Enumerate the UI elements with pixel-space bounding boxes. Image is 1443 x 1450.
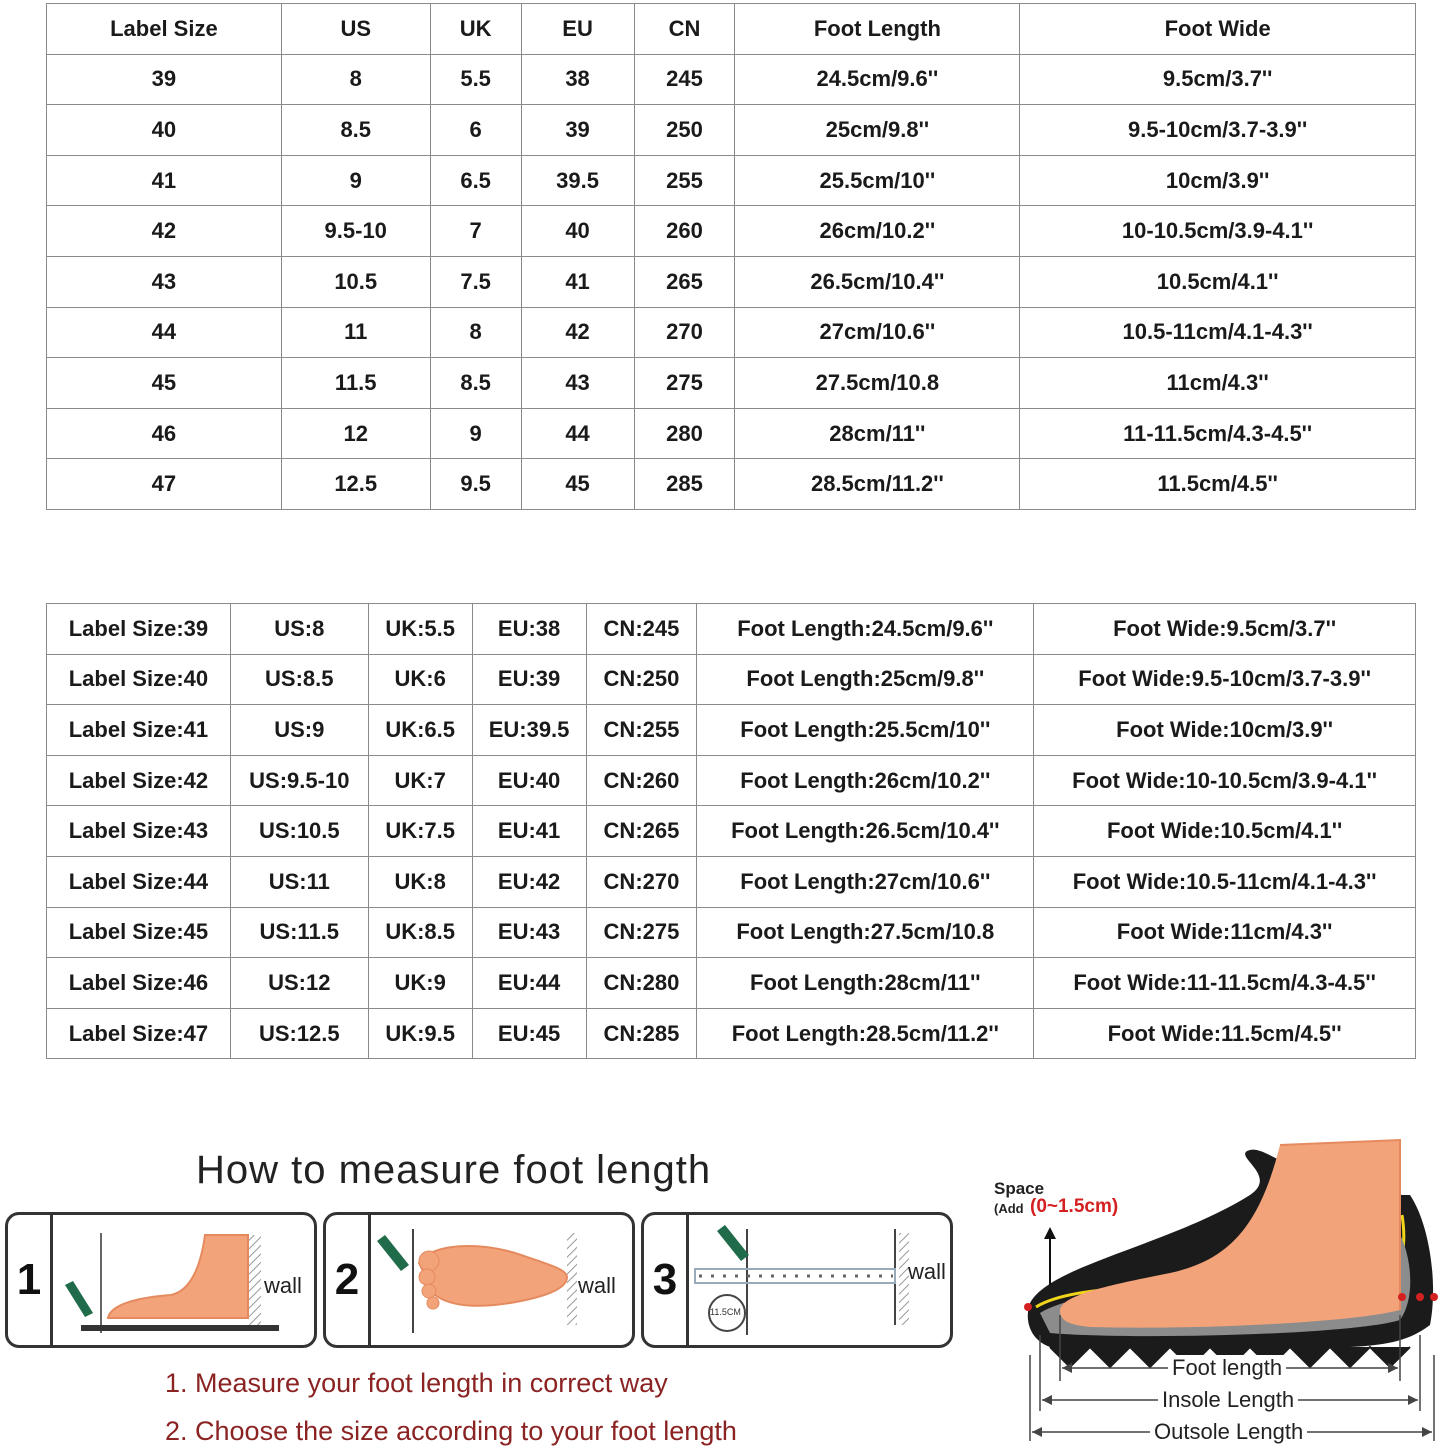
table-cell: Label Size:40 <box>47 654 231 705</box>
table-cell: Foot Wide:10cm/3.9'' <box>1034 705 1416 756</box>
table-cell: Foot Length:26.5cm/10.4'' <box>697 806 1034 857</box>
table-cell: 24.5cm/9.6'' <box>735 54 1020 105</box>
table-cell: 9.5-10cm/3.7-3.9'' <box>1020 105 1416 156</box>
table-row <box>47 705 1416 756</box>
table-cell: Label Size:42 <box>47 755 231 806</box>
table-cell: 270 <box>634 307 735 358</box>
table-cell: EU:40 <box>472 755 586 806</box>
table-cell: 10cm/3.9'' <box>1020 155 1416 206</box>
table-cell: 10.5cm/4.1'' <box>1020 256 1416 307</box>
table-cell: 8 <box>281 54 430 105</box>
table-cell: 7 <box>430 206 521 257</box>
table-cell: US:12.5 <box>230 1008 368 1059</box>
table-cell: US:9.5-10 <box>230 755 368 806</box>
ruler-measure-label: 11.5CM <box>710 1307 741 1317</box>
table-cell: Foot Length:28cm/11'' <box>697 958 1034 1009</box>
table-cell: 47 <box>47 459 282 510</box>
table-cell: US:10.5 <box>230 806 368 857</box>
table-cell: 8 <box>430 307 521 358</box>
step-number: 1 <box>8 1215 53 1345</box>
wall-label: wall <box>578 1273 616 1298</box>
table-row <box>47 408 1416 459</box>
table-cell: 43 <box>47 256 282 307</box>
table-cell: 45 <box>521 459 634 510</box>
table-cell: Foot Length:25.5cm/10'' <box>697 705 1034 756</box>
column-header: US <box>281 4 430 55</box>
table-cell: 10.5-11cm/4.1-4.3'' <box>1020 307 1416 358</box>
table-cell: 245 <box>634 54 735 105</box>
table-cell: Foot Wide:10.5-11cm/4.1-4.3'' <box>1034 856 1416 907</box>
foot-length-label: Foot length <box>1168 1355 1286 1381</box>
table-cell: 28.5cm/11.2'' <box>735 459 1020 510</box>
table-cell: CN:270 <box>586 856 697 907</box>
table-cell: 285 <box>634 459 735 510</box>
table-cell: Foot Wide:11.5cm/4.5'' <box>1034 1008 1416 1059</box>
table-cell: Foot Wide:9.5-10cm/3.7-3.9'' <box>1034 654 1416 705</box>
table-cell: CN:275 <box>586 907 697 958</box>
table-cell: 280 <box>634 408 735 459</box>
table-cell: Foot Wide:10-10.5cm/3.9-4.1'' <box>1034 755 1416 806</box>
table-cell: 10.5 <box>281 256 430 307</box>
table-row <box>47 856 1416 907</box>
table-cell: US:12 <box>230 958 368 1009</box>
table-cell: 38 <box>521 54 634 105</box>
step-number: 3 <box>644 1215 689 1345</box>
table-row <box>47 358 1416 409</box>
table-cell: 26cm/10.2'' <box>735 206 1020 257</box>
insole-length-label: Insole Length <box>1158 1387 1298 1413</box>
measure-step-2 <box>323 1212 635 1348</box>
table-cell: CN:285 <box>586 1008 697 1059</box>
table-row <box>47 755 1416 806</box>
size-chart-table-labeled <box>46 603 1416 1059</box>
table-cell: Foot Length:24.5cm/9.6'' <box>697 604 1034 655</box>
table-cell: 9.5 <box>430 459 521 510</box>
table-header-row <box>47 4 1416 55</box>
table-cell: Foot Length:27cm/10.6'' <box>697 856 1034 907</box>
table-cell: 42 <box>47 206 282 257</box>
table-cell: 39 <box>47 54 282 105</box>
table-cell: 40 <box>47 105 282 156</box>
table-cell: 45 <box>47 358 282 409</box>
column-header: CN <box>634 4 735 55</box>
size-chart-table <box>46 3 1416 510</box>
step-number: 2 <box>326 1215 371 1345</box>
column-header: EU <box>521 4 634 55</box>
table-row <box>47 54 1416 105</box>
table-row <box>47 256 1416 307</box>
table-cell: CN:245 <box>586 604 697 655</box>
table-cell: EU:44 <box>472 958 586 1009</box>
add-range-label: (0~1.5cm) <box>1030 1196 1119 1217</box>
table-cell: US:11.5 <box>230 907 368 958</box>
table-cell: 12 <box>281 408 430 459</box>
table-row <box>47 604 1416 655</box>
table-cell: 27.5cm/10.8 <box>735 358 1020 409</box>
table-cell: 25.5cm/10'' <box>735 155 1020 206</box>
table-row <box>47 654 1416 705</box>
table-cell: 9 <box>430 408 521 459</box>
table-row <box>47 155 1416 206</box>
table-cell: Label Size:39 <box>47 604 231 655</box>
table-cell: 6 <box>430 105 521 156</box>
table-cell: 11.5 <box>281 358 430 409</box>
table-cell: CN:255 <box>586 705 697 756</box>
table-cell: Foot Length:25cm/9.8'' <box>697 654 1034 705</box>
measure-title: How to measure foot length <box>196 1148 712 1192</box>
table-cell: 250 <box>634 105 735 156</box>
table-cell: Foot Length:26cm/10.2'' <box>697 755 1034 806</box>
table-row <box>47 806 1416 857</box>
table-cell: 11cm/4.3'' <box>1020 358 1416 409</box>
table-row <box>47 105 1416 156</box>
table-cell: 11.5cm/4.5'' <box>1020 459 1416 510</box>
table-cell: 44 <box>47 307 282 358</box>
table-cell: 39.5 <box>521 155 634 206</box>
measure-step-1 <box>5 1212 317 1348</box>
table-cell: Foot Length:27.5cm/10.8 <box>697 907 1034 958</box>
table-cell: EU:39.5 <box>472 705 586 756</box>
table-cell: 25cm/9.8'' <box>735 105 1020 156</box>
table-cell: US:9 <box>230 705 368 756</box>
table-cell: 6.5 <box>430 155 521 206</box>
table-cell: 11 <box>281 307 430 358</box>
table-cell: 5.5 <box>430 54 521 105</box>
column-header: Foot Wide <box>1020 4 1416 55</box>
add-label: (Add <box>994 1201 1024 1216</box>
table-cell: 9.5-10 <box>281 206 430 257</box>
shoe-length-diagram <box>990 1135 1440 1447</box>
table-row <box>47 1008 1416 1059</box>
table-cell: CN:260 <box>586 755 697 806</box>
table-cell: 9 <box>281 155 430 206</box>
table-cell: Foot Wide:9.5cm/3.7'' <box>1034 604 1416 655</box>
table-cell: 39 <box>521 105 634 156</box>
table-cell: CN:250 <box>586 654 697 705</box>
space-label: Space <box>994 1179 1045 1198</box>
table-cell: UK:5.5 <box>368 604 472 655</box>
table-row <box>47 459 1416 510</box>
table-cell: Label Size:41 <box>47 705 231 756</box>
instruction-1: 1. Measure your foot length in correct way <box>165 1368 668 1398</box>
table-cell: Label Size:45 <box>47 907 231 958</box>
table-cell: Label Size:46 <box>47 958 231 1009</box>
table-cell: 44 <box>521 408 634 459</box>
column-header: Label Size <box>47 4 282 55</box>
table-cell: 260 <box>634 206 735 257</box>
table-cell: CN:280 <box>586 958 697 1009</box>
table-cell: 10-10.5cm/3.9-4.1'' <box>1020 206 1416 257</box>
table-cell: 46 <box>47 408 282 459</box>
table-cell: EU:43 <box>472 907 586 958</box>
table-cell: EU:39 <box>472 654 586 705</box>
outsole-length-label: Outsole Length <box>1150 1419 1307 1445</box>
table-cell: Label Size:44 <box>47 856 231 907</box>
wall-label: wall <box>908 1259 946 1284</box>
instruction-2: 2. Choose the size according to your foot length <box>165 1416 737 1446</box>
column-header: UK <box>430 4 521 55</box>
table-cell: 41 <box>47 155 282 206</box>
table-cell: UK:8.5 <box>368 907 472 958</box>
table-cell: 28cm/11'' <box>735 408 1020 459</box>
table-cell: UK:6 <box>368 654 472 705</box>
table-cell: 42 <box>521 307 634 358</box>
table-cell: 26.5cm/10.4'' <box>735 256 1020 307</box>
table-cell: Foot Wide:11cm/4.3'' <box>1034 907 1416 958</box>
table-row <box>47 958 1416 1009</box>
table-cell: EU:42 <box>472 856 586 907</box>
table-cell: 255 <box>634 155 735 206</box>
table-cell: Label Size:47 <box>47 1008 231 1059</box>
table-cell: 9.5cm/3.7'' <box>1020 54 1416 105</box>
table-cell: 41 <box>521 256 634 307</box>
table-cell: 275 <box>634 358 735 409</box>
table-cell: US:11 <box>230 856 368 907</box>
table-row <box>47 206 1416 257</box>
table-cell: UK:9 <box>368 958 472 1009</box>
column-header: Foot Length <box>735 4 1020 55</box>
table-cell: UK:8 <box>368 856 472 907</box>
table-cell: 12.5 <box>281 459 430 510</box>
table-cell: 265 <box>634 256 735 307</box>
wall-label: wall <box>264 1273 302 1298</box>
table-cell: US:8.5 <box>230 654 368 705</box>
table-cell: 8.5 <box>430 358 521 409</box>
table-cell: UK:6.5 <box>368 705 472 756</box>
table-cell: US:8 <box>230 604 368 655</box>
table-cell: 43 <box>521 358 634 409</box>
table-cell: Foot Wide:10.5cm/4.1'' <box>1034 806 1416 857</box>
table-cell: UK:7.5 <box>368 806 472 857</box>
table-cell: EU:38 <box>472 604 586 655</box>
table-row <box>47 907 1416 958</box>
table-cell: 11-11.5cm/4.3-4.5'' <box>1020 408 1416 459</box>
table-cell: UK:9.5 <box>368 1008 472 1059</box>
table-cell: 27cm/10.6'' <box>735 307 1020 358</box>
table-cell: Foot Wide:11-11.5cm/4.3-4.5'' <box>1034 958 1416 1009</box>
table-cell: EU:45 <box>472 1008 586 1059</box>
table-cell: UK:7 <box>368 755 472 806</box>
table-cell: 8.5 <box>281 105 430 156</box>
measure-step-3 <box>641 1212 953 1348</box>
table-cell: Foot Length:28.5cm/11.2'' <box>697 1008 1034 1059</box>
table-cell: 40 <box>521 206 634 257</box>
table-cell: CN:265 <box>586 806 697 857</box>
table-row <box>47 307 1416 358</box>
table-cell: EU:41 <box>472 806 586 857</box>
table-cell: 7.5 <box>430 256 521 307</box>
table-cell: Label Size:43 <box>47 806 231 857</box>
